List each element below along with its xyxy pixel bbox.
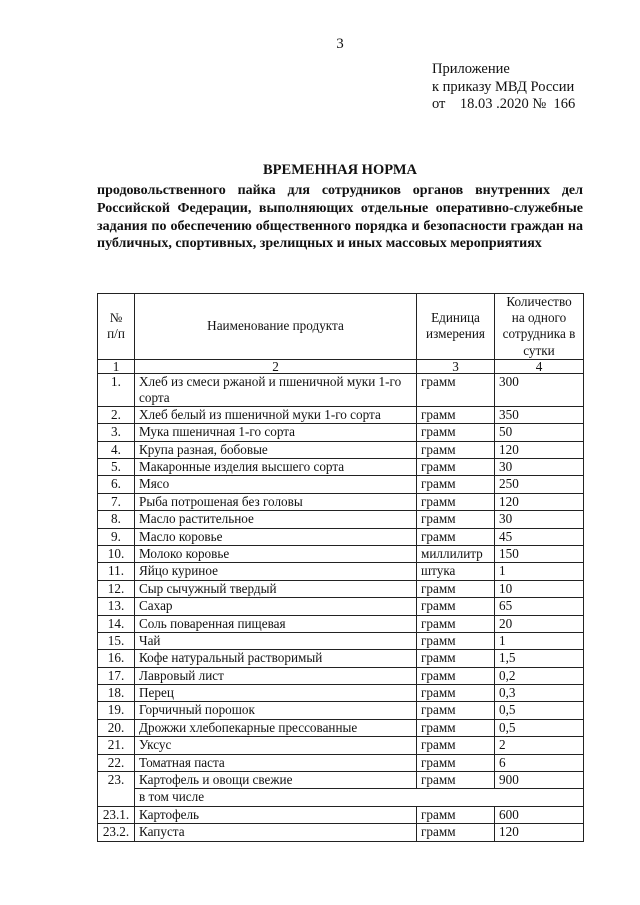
table-row (98, 650, 584, 667)
quantity-cell: 0,3 (495, 685, 584, 702)
unit-cell: грамм (417, 650, 495, 667)
quantity-cell: 30 (495, 511, 584, 528)
table-row (98, 424, 584, 441)
product-name: Хлеб из смеси ржаной и пшеничной муки 1-го сорта (135, 373, 417, 406)
table-row (98, 373, 584, 406)
quantity-cell: 65 (495, 598, 584, 615)
header-number: № п/п (98, 294, 135, 360)
unit-cell: грамм (417, 458, 495, 475)
product-name: Крупа разная, бобовые (135, 441, 417, 458)
row-number: 19. (98, 702, 135, 719)
quantity-cell: 45 (495, 528, 584, 545)
unit-cell: грамм (417, 824, 495, 841)
header-product: Наименование продукта (135, 294, 417, 360)
table-row (98, 615, 584, 632)
quantity-cell: 0,2 (495, 667, 584, 684)
table-row (98, 528, 584, 545)
page-number: 3 (336, 36, 344, 52)
header-quantity: Количество на одного сотрудника в сутки (495, 294, 584, 360)
unit-cell: грамм (417, 737, 495, 754)
quantity-cell: 50 (495, 424, 584, 441)
product-name: Картофель и овощи свежие (135, 772, 417, 789)
product-name: Сахар (135, 598, 417, 615)
quantity-cell: 10 (495, 580, 584, 597)
unit-cell: грамм (417, 373, 495, 406)
table-row (98, 545, 584, 562)
row-number: 15. (98, 632, 135, 649)
unit-cell: грамм (417, 685, 495, 702)
row-number: 18. (98, 685, 135, 702)
row-number: 5. (98, 458, 135, 475)
row-number: 1. (98, 373, 135, 406)
unit-cell: грамм (417, 493, 495, 510)
product-name: Горчичный порошок (135, 702, 417, 719)
quantity-cell: 1,5 (495, 650, 584, 667)
row-number: 16. (98, 650, 135, 667)
unit-cell: грамм (417, 406, 495, 423)
table-row (98, 702, 584, 719)
product-name: Кофе натуральный растворимый (135, 650, 417, 667)
appendix-date-line: от 18.03 .2020 № 166 (432, 96, 576, 112)
unit-cell: грамм (417, 754, 495, 771)
quantity-cell: 20 (495, 615, 584, 632)
quantity-cell: 0,5 (495, 702, 584, 719)
table-row (98, 441, 584, 458)
unit-cell: грамм (417, 528, 495, 545)
product-name: Масло растительное (135, 511, 417, 528)
table-row (98, 563, 584, 580)
row-number: 22. (98, 754, 135, 771)
table-row (98, 598, 584, 615)
appendix-block (432, 61, 575, 114)
product-name: Мука пшеничная 1-го сорта (135, 424, 417, 441)
table-row (98, 737, 584, 754)
row-number: 9. (98, 528, 135, 545)
quantity-cell: 6 (495, 754, 584, 771)
table-row (98, 511, 584, 528)
index-cell: 1 (98, 359, 135, 373)
unit-cell: грамм (417, 806, 495, 823)
product-name: Рыба потрошеная без головы (135, 493, 417, 510)
column-index-row (98, 359, 584, 373)
row-number: 7. (98, 493, 135, 510)
quantity-cell: 120 (495, 824, 584, 841)
table-row (98, 493, 584, 510)
product-name: Хлеб белый из пшеничной муки 1-го сорта (135, 406, 417, 423)
table-header-row (98, 294, 584, 360)
table-row (98, 476, 584, 493)
appendix-order-line: к приказу МВД России (432, 78, 575, 95)
table-row (98, 754, 584, 771)
unit-cell: грамм (417, 632, 495, 649)
unit-cell: грамм (417, 702, 495, 719)
quantity-cell: 1 (495, 563, 584, 580)
row-number: 2. (98, 406, 135, 423)
row-number: 4. (98, 441, 135, 458)
product-name: Чай (135, 632, 417, 649)
document-subtitle: продовольственного пайка для сотрудников органов внутренних дел Российской Федерации, выполняющих отдельные оперативно-служебные задания по обеспечению общественного порядка и безопасности граждан на публичных, спортивных, зрелищных и иных массовых мероприятиях (97, 183, 583, 252)
table-row (98, 667, 584, 684)
quantity-cell: 150 (495, 545, 584, 562)
table-row (98, 632, 584, 649)
row-number: 8. (98, 511, 135, 528)
unit-cell: грамм (417, 772, 495, 789)
table-row (98, 772, 584, 789)
quantity-cell: 120 (495, 441, 584, 458)
row-number: 11. (98, 563, 135, 580)
including-row (98, 789, 584, 806)
appendix-line: Приложение (432, 61, 510, 77)
product-name: Мясо (135, 476, 417, 493)
product-name: Макаронные изделия высшего сорта (135, 458, 417, 475)
index-cell: 3 (417, 359, 495, 373)
row-number: 23.1. (98, 806, 135, 823)
row-number: 14. (98, 615, 135, 632)
row-number: 20. (98, 719, 135, 736)
unit-cell: грамм (417, 667, 495, 684)
row-number: 13. (98, 598, 135, 615)
table-row (98, 719, 584, 736)
quantity-cell: 120 (495, 493, 584, 510)
quantity-cell: 2 (495, 737, 584, 754)
unit-cell: грамм (417, 424, 495, 441)
unit-cell: грамм (417, 441, 495, 458)
unit-cell: штука (417, 563, 495, 580)
product-name: Картофель (135, 806, 417, 823)
row-number: 10. (98, 545, 135, 562)
table-row (98, 580, 584, 597)
quantity-cell: 30 (495, 458, 584, 475)
unit-cell: грамм (417, 476, 495, 493)
unit-cell: грамм (417, 511, 495, 528)
table-row (98, 806, 584, 823)
product-name: Яйцо куриное (135, 563, 417, 580)
unit-cell: грамм (417, 598, 495, 615)
ration-table (97, 293, 584, 842)
product-name: Молоко коровье (135, 545, 417, 562)
including-label: в том числе (135, 789, 584, 806)
product-name: Масло коровье (135, 528, 417, 545)
product-name: Дрожжи хлебопекарные прессованные (135, 719, 417, 736)
unit-cell: грамм (417, 615, 495, 632)
row-number: 12. (98, 580, 135, 597)
product-name: Уксус (135, 737, 417, 754)
quantity-cell: 350 (495, 406, 584, 423)
product-name: Соль поваренная пищевая (135, 615, 417, 632)
header-unit: Единица измерения (417, 294, 495, 360)
product-name: Сыр сычужный твердый (135, 580, 417, 597)
row-number: 3. (98, 424, 135, 441)
table-row (98, 685, 584, 702)
document-title: ВРЕМЕННАЯ НОРМА (263, 162, 417, 178)
quantity-cell: 0,5 (495, 719, 584, 736)
product-name: Лавровый лист (135, 667, 417, 684)
unit-cell: грамм (417, 719, 495, 736)
row-number: 23.2. (98, 824, 135, 841)
product-name: Томатная паста (135, 754, 417, 771)
quantity-cell: 1 (495, 632, 584, 649)
unit-cell: грамм (417, 580, 495, 597)
row-number: 6. (98, 476, 135, 493)
product-name: Капуста (135, 824, 417, 841)
index-cell: 2 (135, 359, 417, 373)
quantity-cell: 900 (495, 772, 584, 789)
product-name: Перец (135, 685, 417, 702)
row-number: 17. (98, 667, 135, 684)
row-number: 21. (98, 737, 135, 754)
index-cell: 4 (495, 359, 584, 373)
quantity-cell: 300 (495, 373, 584, 406)
table-row (98, 824, 584, 841)
row-number: 23. (98, 772, 135, 807)
unit-cell: миллилитр (417, 545, 495, 562)
table-row (98, 458, 584, 475)
quantity-cell: 250 (495, 476, 584, 493)
table-row (98, 406, 584, 423)
quantity-cell: 600 (495, 806, 584, 823)
